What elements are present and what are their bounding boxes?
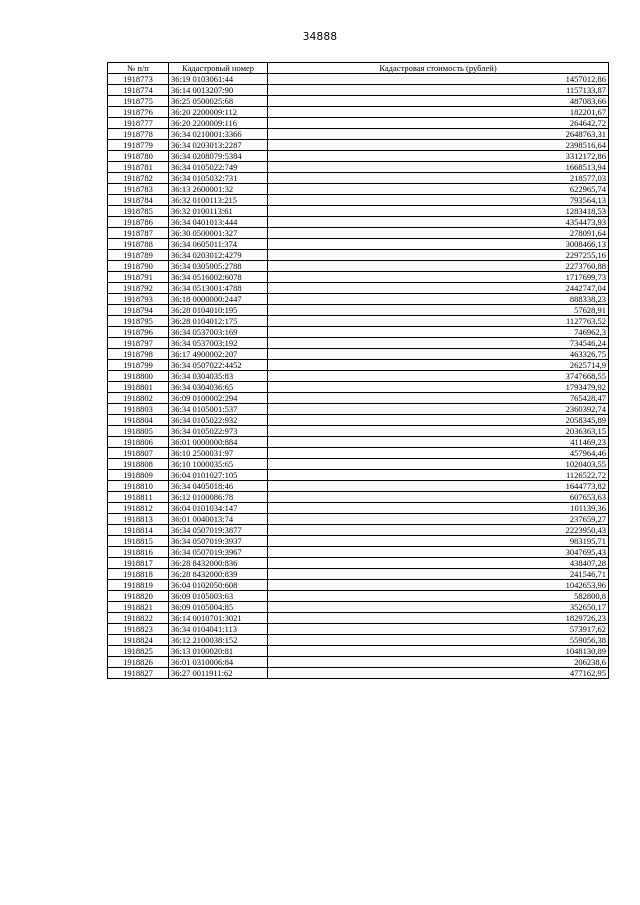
cadastral-number-cell: 36:10 2500031:97 (169, 448, 268, 459)
table-row (108, 382, 609, 393)
table-row (108, 184, 609, 195)
cadastral-number-cell: 36:28 0104012:175 (169, 316, 268, 327)
row-number-cell: 1918774 (108, 85, 169, 96)
cadastral-number-cell: 36:34 0304035:83 (169, 371, 268, 382)
row-number-cell: 1918777 (108, 118, 169, 129)
table-row (108, 338, 609, 349)
cadastral-number-cell: 36:34 0507022:4452 (169, 360, 268, 371)
row-number-cell: 1918785 (108, 206, 169, 217)
cadastral-value-cell: 2360392,74 (268, 404, 609, 415)
cadastral-number-cell: 36:34 0105022:932 (169, 415, 268, 426)
cadastral-number-cell: 36:34 0537003:169 (169, 327, 268, 338)
table-row (108, 349, 609, 360)
cadastral-number-cell: 36:17 4900002:207 (169, 349, 268, 360)
cadastral-value-cell: 1020403,55 (268, 459, 609, 470)
cadastral-value-cell: 2273760,88 (268, 261, 609, 272)
cadastral-value-cell: 582800,8 (268, 591, 609, 602)
row-number-cell: 1918814 (108, 525, 169, 536)
table-row (108, 613, 609, 624)
cadastral-value-cell: 352650,17 (268, 602, 609, 613)
table-row (108, 371, 609, 382)
row-number-cell: 1918825 (108, 646, 169, 657)
cadastral-number-cell: 36:18 0000000:2447 (169, 294, 268, 305)
table-row (108, 514, 609, 525)
table-row (108, 646, 609, 657)
cadastral-number-cell: 36:19 0103061:44 (169, 74, 268, 85)
cadastral-number-cell: 36:34 0104041:113 (169, 624, 268, 635)
table-row (108, 481, 609, 492)
cadastral-value-cell: 1127763,52 (268, 316, 609, 327)
row-number-cell: 1918773 (108, 74, 169, 85)
cadastral-number-cell: 36:10 1000035:65 (169, 459, 268, 470)
cadastral-number-cell: 36:30 0500001:327 (169, 228, 268, 239)
table-row (108, 327, 609, 338)
cadastral-value-cell: 2398516,64 (268, 140, 609, 151)
row-number-cell: 1918813 (108, 514, 169, 525)
row-number-cell: 1918798 (108, 349, 169, 360)
table-row (108, 624, 609, 635)
row-number-cell: 1918786 (108, 217, 169, 228)
table-row (108, 261, 609, 272)
cadastral-number-cell: 36:09 0105003:63 (169, 591, 268, 602)
column-header-cadastral-number: Кадастровый номер (169, 63, 268, 74)
row-number-cell: 1918799 (108, 360, 169, 371)
cadastral-number-cell: 36:34 0203013:2287 (169, 140, 268, 151)
cadastral-number-cell: 36:34 0516002:6078 (169, 272, 268, 283)
row-number-cell: 1918796 (108, 327, 169, 338)
row-number-cell: 1918823 (108, 624, 169, 635)
table-row (108, 404, 609, 415)
cadastral-value-cell: 3747668,55 (268, 371, 609, 382)
table-row (108, 393, 609, 404)
row-number-cell: 1918797 (108, 338, 169, 349)
cadastral-value-cell: 457964,46 (268, 448, 609, 459)
cadastral-value-cell: 983195,71 (268, 536, 609, 547)
table-row (108, 228, 609, 239)
cadastral-number-cell: 36:34 0507019:3937 (169, 536, 268, 547)
cadastral-value-cell: 2442747,04 (268, 283, 609, 294)
cadastral-number-cell: 36:12 2100038:152 (169, 635, 268, 646)
table-row (108, 118, 609, 129)
cadastral-number-cell: 36:13 2600001:32 (169, 184, 268, 195)
cadastral-value-cell: 888338,23 (268, 294, 609, 305)
table-row (108, 492, 609, 503)
page-number: 34888 (302, 31, 338, 43)
table-row (108, 85, 609, 96)
row-number-cell: 1918827 (108, 668, 169, 679)
cadastral-number-cell: 36:04 0101027:105 (169, 470, 268, 481)
row-number-cell: 1918778 (108, 129, 169, 140)
cadastral-value-cell: 2058345,89 (268, 415, 609, 426)
table-row (108, 140, 609, 151)
table-row (108, 635, 609, 646)
table-row (108, 107, 609, 118)
cadastral-number-cell: 36:34 0507019:3967 (169, 547, 268, 558)
row-number-cell: 1918775 (108, 96, 169, 107)
cadastral-value-cell: 3047695,43 (268, 547, 609, 558)
cadastral-number-cell: 36:27 0011911:62 (169, 668, 268, 679)
cadastral-number-cell: 36:28 8432000:836 (169, 558, 268, 569)
row-number-cell: 1918783 (108, 184, 169, 195)
row-number-cell: 1918802 (108, 393, 169, 404)
cadastral-value-cell: 1283418,53 (268, 206, 609, 217)
cadastral-value-cell: 573917,62 (268, 624, 609, 635)
cadastral-value-cell: 2648763,31 (268, 129, 609, 140)
row-number-cell: 1918807 (108, 448, 169, 459)
cadastral-value-cell: 2036363,15 (268, 426, 609, 437)
cadastral-value-cell: 1644773,82 (268, 481, 609, 492)
cadastral-number-cell: 36:04 0102050:608 (169, 580, 268, 591)
cadastral-value-cell: 477162,95 (268, 668, 609, 679)
cadastral-value-cell: 411469,23 (268, 437, 609, 448)
cadastral-number-cell: 36:13 0100020:81 (169, 646, 268, 657)
table-row (108, 74, 609, 85)
row-number-cell: 1918803 (108, 404, 169, 415)
column-header-number: № п/п (108, 63, 169, 74)
cadastral-value-cell: 1668513,94 (268, 162, 609, 173)
cadastral-number-cell: 36:04 0101034:147 (169, 503, 268, 514)
cadastral-number-cell: 36:09 0100002:294 (169, 393, 268, 404)
cadastral-number-cell: 36:32 0100113:61 (169, 206, 268, 217)
row-number-cell: 1918815 (108, 536, 169, 547)
table-row (108, 239, 609, 250)
row-number-cell: 1918818 (108, 569, 169, 580)
cadastral-value-cell: 1157133,87 (268, 85, 609, 96)
table-row (108, 415, 609, 426)
table-row (108, 360, 609, 371)
cadastral-number-cell: 36:28 8432000:839 (169, 569, 268, 580)
row-number-cell: 1918808 (108, 459, 169, 470)
row-number-cell: 1918795 (108, 316, 169, 327)
cadastral-value-cell: 57628,91 (268, 305, 609, 316)
row-number-cell: 1918790 (108, 261, 169, 272)
cadastral-value-cell: 101139,36 (268, 503, 609, 514)
table-row (108, 305, 609, 316)
table-row (108, 668, 609, 679)
table-row (108, 173, 609, 184)
table-row (108, 470, 609, 481)
cadastral-value-cell: 4354473,93 (268, 217, 609, 228)
row-number-cell: 1918782 (108, 173, 169, 184)
cadastral-number-cell: 36:34 0537003:192 (169, 338, 268, 349)
row-number-cell: 1918824 (108, 635, 169, 646)
row-number-cell: 1918800 (108, 371, 169, 382)
cadastral-value-cell: 1126522,72 (268, 470, 609, 481)
cadastral-number-cell: 36:28 0104010:195 (169, 305, 268, 316)
row-number-cell: 1918816 (108, 547, 169, 558)
cadastral-value-cell: 2223950,43 (268, 525, 609, 536)
row-number-cell: 1918826 (108, 657, 169, 668)
table-row (108, 316, 609, 327)
table-row (108, 657, 609, 668)
row-number-cell: 1918811 (108, 492, 169, 503)
cadastral-value-cell: 622965,74 (268, 184, 609, 195)
cadastral-value-cell: 793564,13 (268, 195, 609, 206)
row-number-cell: 1918779 (108, 140, 169, 151)
table-row (108, 580, 609, 591)
cadastral-value-cell: 3008466,13 (268, 239, 609, 250)
row-number-cell: 1918804 (108, 415, 169, 426)
row-number-cell: 1918788 (108, 239, 169, 250)
cadastral-number-cell: 36:34 0304036:65 (169, 382, 268, 393)
row-number-cell: 1918776 (108, 107, 169, 118)
cadastral-value-cell: 278091,64 (268, 228, 609, 239)
cadastral-value-table (107, 62, 609, 679)
cadastral-value-cell: 487083,66 (268, 96, 609, 107)
table-row (108, 437, 609, 448)
cadastral-number-cell: 36:34 0513001:4788 (169, 283, 268, 294)
table-row (108, 96, 609, 107)
cadastral-value-cell: 438407,28 (268, 558, 609, 569)
cadastral-number-cell: 36:34 0401013:444 (169, 217, 268, 228)
cadastral-value-cell: 607653,63 (268, 492, 609, 503)
row-number-cell: 1918792 (108, 283, 169, 294)
table-row (108, 272, 609, 283)
row-number-cell: 1918809 (108, 470, 169, 481)
header-row (108, 63, 609, 74)
row-number-cell: 1918793 (108, 294, 169, 305)
table-row (108, 536, 609, 547)
row-number-cell: 1918810 (108, 481, 169, 492)
cadastral-value-cell: 734546,24 (268, 338, 609, 349)
cadastral-value-cell: 1829726,23 (268, 613, 609, 624)
table-row (108, 591, 609, 602)
cadastral-value-cell: 241546,71 (268, 569, 609, 580)
cadastral-value-cell: 463326,75 (268, 349, 609, 360)
column-header-cadastral-value: Кадастровая стоимость (рублей) (268, 63, 609, 74)
cadastral-number-cell: 36:34 0405018:46 (169, 481, 268, 492)
table-row (108, 547, 609, 558)
table-row (108, 250, 609, 261)
row-number-cell: 1918805 (108, 426, 169, 437)
row-number-cell: 1918787 (108, 228, 169, 239)
cadastral-value-cell: 1457012,86 (268, 74, 609, 85)
table-header (108, 63, 609, 74)
cadastral-number-cell: 36:34 0305005:2788 (169, 261, 268, 272)
cadastral-value-cell: 2297255,16 (268, 250, 609, 261)
table-row (108, 151, 609, 162)
cadastral-number-cell: 36:34 0203012:4279 (169, 250, 268, 261)
cadastral-number-cell: 36:14 0010701:3021 (169, 613, 268, 624)
row-number-cell: 1918820 (108, 591, 169, 602)
cadastral-value-cell: 559056,38 (268, 635, 609, 646)
cadastral-value-cell: 1048130,89 (268, 646, 609, 657)
cadastral-number-cell: 36:34 0105032:731 (169, 173, 268, 184)
cadastral-value-cell: 2625714,9 (268, 360, 609, 371)
row-number-cell: 1918794 (108, 305, 169, 316)
cadastral-value-cell: 182201,67 (268, 107, 609, 118)
row-number-cell: 1918812 (108, 503, 169, 514)
cadastral-value-cell: 206238,6 (268, 657, 609, 668)
cadastral-value-cell: 1793479,92 (268, 382, 609, 393)
cadastral-value-cell: 218577,03 (268, 173, 609, 184)
table-row (108, 162, 609, 173)
table-body (108, 74, 609, 679)
table-row (108, 459, 609, 470)
cadastral-number-cell: 36:20 2200009:112 (169, 107, 268, 118)
cadastral-number-cell: 36:34 0105022:749 (169, 162, 268, 173)
cadastral-number-cell: 36:34 0507019:3877 (169, 525, 268, 536)
cadastral-number-cell: 36:01 0040013:74 (169, 514, 268, 525)
cadastral-value-cell: 1717699,73 (268, 272, 609, 283)
row-number-cell: 1918821 (108, 602, 169, 613)
cadastral-number-cell: 36:14 0013207:90 (169, 85, 268, 96)
row-number-cell: 1918806 (108, 437, 169, 448)
table-row (108, 217, 609, 228)
cadastral-value-cell: 746962,3 (268, 327, 609, 338)
cadastral-number-cell: 36:34 0210001:3366 (169, 129, 268, 140)
cadastral-number-cell: 36:01 0000000:884 (169, 437, 268, 448)
table-row (108, 558, 609, 569)
cadastral-number-cell: 36:34 0105022:973 (169, 426, 268, 437)
row-number-cell: 1918817 (108, 558, 169, 569)
cadastral-number-cell: 36:34 0605011:374 (169, 239, 268, 250)
cadastral-value-cell: 264642,72 (268, 118, 609, 129)
row-number-cell: 1918784 (108, 195, 169, 206)
table-row (108, 448, 609, 459)
cadastral-value-cell: 1042653,96 (268, 580, 609, 591)
table-row (108, 525, 609, 536)
table-row (108, 129, 609, 140)
cadastral-value-cell: 237659,27 (268, 514, 609, 525)
row-number-cell: 1918781 (108, 162, 169, 173)
row-number-cell: 1918801 (108, 382, 169, 393)
row-number-cell: 1918819 (108, 580, 169, 591)
table-row (108, 195, 609, 206)
cadastral-number-cell: 36:12 0100086:78 (169, 492, 268, 503)
table-row (108, 602, 609, 613)
row-number-cell: 1918822 (108, 613, 169, 624)
cadastral-number-cell: 36:32 0100113:215 (169, 195, 268, 206)
table-row (108, 283, 609, 294)
table-row (108, 426, 609, 437)
cadastral-number-cell: 36:20 2200009:116 (169, 118, 268, 129)
cadastral-value-cell: 765428,47 (268, 393, 609, 404)
table-row (108, 206, 609, 217)
cadastral-number-cell: 36:01 0310006:84 (169, 657, 268, 668)
cadastral-number-cell: 36:34 0208079:5384 (169, 151, 268, 162)
table-row (108, 294, 609, 305)
row-number-cell: 1918789 (108, 250, 169, 261)
cadastral-number-cell: 36:34 0105001:537 (169, 404, 268, 415)
table-row (108, 569, 609, 580)
row-number-cell: 1918791 (108, 272, 169, 283)
table-row (108, 503, 609, 514)
cadastral-number-cell: 36:25 0500025:68 (169, 96, 268, 107)
row-number-cell: 1918780 (108, 151, 169, 162)
cadastral-value-cell: 3312172,86 (268, 151, 609, 162)
cadastral-number-cell: 36:09 0105004:85 (169, 602, 268, 613)
